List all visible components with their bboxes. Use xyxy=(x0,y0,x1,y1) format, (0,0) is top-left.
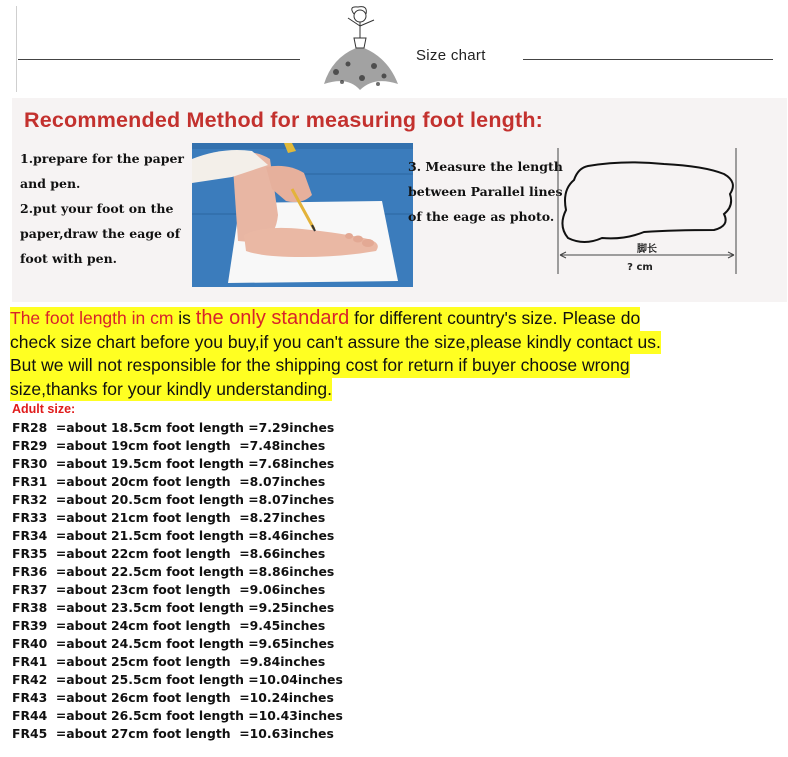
size-notice xyxy=(10,307,700,401)
size-row: FR41 =about 25cm foot length =9.84inches xyxy=(12,654,326,669)
size-row: FR36 =about 22.5cm foot length =8.86inches xyxy=(12,564,335,579)
adult-size-label: Adult size: xyxy=(12,402,76,416)
page-title: Size chart xyxy=(416,47,486,64)
step-line: paper,draw the eage of xyxy=(20,226,181,241)
foot-outline-diagram xyxy=(554,146,742,286)
notice-line-1 xyxy=(10,307,640,331)
step-line: and pen. xyxy=(20,176,81,191)
header xyxy=(0,0,788,96)
size-row: FR35 =about 22cm foot length =8.66inches xyxy=(12,546,326,561)
size-row: FR42 =about 25.5cm foot length =10.04inches xyxy=(12,672,343,687)
size-row: FR37 =about 23cm foot length =9.06inches xyxy=(12,582,326,597)
size-row: FR34 =about 21.5cm foot length =8.46inches xyxy=(12,528,335,543)
measuring-method-panel xyxy=(12,98,787,302)
dancer-logo-icon xyxy=(318,2,404,92)
notice-line-4: size,thanks for your kindly understanding. xyxy=(10,378,332,402)
size-row: FR29 =about 19cm foot length =7.48inches xyxy=(12,438,326,453)
notice-emphasis-standard: the only standard xyxy=(195,307,350,329)
size-row: FR28 =about 18.5cm foot length =7.29inches xyxy=(12,420,335,435)
step-line: 3. Measure the length xyxy=(408,159,563,174)
step-line: 1.prepare for the paper xyxy=(20,151,184,166)
notice-text: for different country's size. Please do xyxy=(349,308,641,328)
steps-left xyxy=(20,146,190,271)
size-row: FR44 =about 26.5cm foot length =10.43inches xyxy=(12,708,343,723)
size-row: FR32 =about 20.5cm foot length =8.07inches xyxy=(12,492,335,507)
diagram-length-label: 脚长 xyxy=(637,244,657,255)
step-line: foot with pen. xyxy=(20,251,118,266)
size-row: FR30 =about 19.5cm foot length =7.68inches xyxy=(12,456,335,471)
notice-text: is xyxy=(173,308,196,328)
diagram-length-value: ? cm xyxy=(627,262,653,273)
header-rule-right xyxy=(523,59,773,60)
header-divider-vertical xyxy=(16,6,17,92)
notice-emphasis: The foot length in cm xyxy=(10,308,174,328)
size-row: FR33 =about 21cm foot length =8.27inches xyxy=(12,510,326,525)
size-list xyxy=(12,419,343,743)
method-heading: Recommended Method for measuring foot length: xyxy=(24,108,544,132)
size-row: FR45 =about 27cm foot length =10.63inches xyxy=(12,726,334,741)
notice-line-2: check size chart before you buy,if you can't assure the size,please kindly contact us. xyxy=(10,331,661,355)
size-row: FR31 =about 20cm foot length =8.07inches xyxy=(12,474,326,489)
size-row: FR38 =about 23.5cm foot length =9.25inches xyxy=(12,600,335,615)
size-row: FR39 =about 24cm foot length =9.45inches xyxy=(12,618,326,633)
size-row: FR40 =about 24.5cm foot length =9.65inches xyxy=(12,636,335,651)
header-rule-left xyxy=(18,59,300,60)
size-row: FR43 =about 26cm foot length =10.24inches xyxy=(12,690,334,705)
step-line: of the eage as photo. xyxy=(408,209,555,224)
step-line: 2.put your foot on the xyxy=(20,201,174,216)
step-line: between Parallel lines xyxy=(408,184,563,199)
foot-tracing-photo xyxy=(192,143,413,287)
steps-right xyxy=(408,154,568,229)
notice-line-3: But we will not responsible for the shipping cost for return if buyer choose wrong xyxy=(10,354,630,378)
